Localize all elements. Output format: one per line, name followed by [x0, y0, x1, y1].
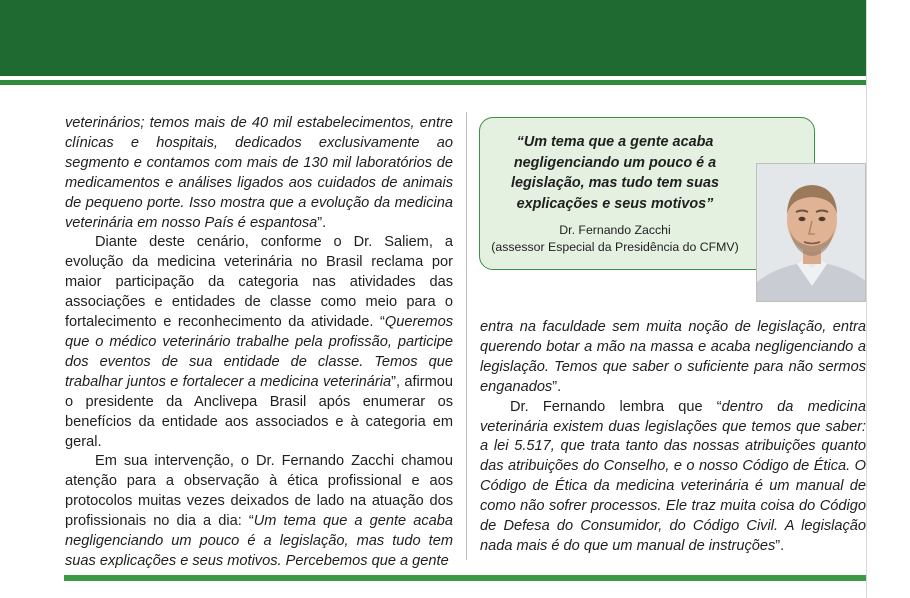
right-column [480, 318, 866, 557]
portrait-illustration [757, 164, 866, 302]
header-band [0, 0, 866, 76]
left-paragraph-2: Diante deste cenário, conforme o Dr. Saliem, a evolução da medicina veterinária no Brasil reclama por maior participação da categoria nas atividades das associações e entidades de classe como meio para o fortalecimento e reconhecimento da atividade. “Queremos que o médico veterinário trabalhe pela profissão, participe dos eventos de sua entidade de classe. Temos que trabalhar juntos e fortalecer a medicina veterinária”, afirmou o presidente da Anclivepa Brasil após enumerar os benefícios da entidade aos associados e à categoria em geral. [65, 234, 453, 450]
left-paragraph-1: veterinários; temos mais de 40 mil estabelecimentos, entre clínicas e hospitais, dedicados exclusivamente ao segmento e contamos com mais de 130 mil laboratórios de medicamentos e análises ligados aos cuidados de animais de pequeno porte. Isso mostra que a evolução da medicina veterinária em nosso País é espantosa”. [65, 115, 453, 231]
left-p3-quote: Um tema que a gente acaba negligenciando um pouco é a legislação, mas tudo tem suas explicações e seus motivos. Percebemos que a gente [65, 513, 453, 569]
left-paragraph-3: Em sua intervenção, o Dr. Fernando Zacchi chamou atenção para a observação à ética profissional e aos protocolos muitas vezes deixados de lado na atuação dos profissionais no dia a dia: “Um tema que a gente acaba negligenciando um pouco é a legislação, mas tudo tem suas explicações e seus motivos. Percebemos que a gente [65, 453, 453, 569]
left-p2-quote: Queremos que o médico veterinário trabalhe pela profissão, participe dos eventos de sua entidade de classe. Temos que trabalhar juntos e fortalecer a medicina veterinária [65, 314, 453, 390]
right-paragraph-1: entra na faculdade sem muita noção de legislação, entra querendo botar a mão na massa e acaba negligenciando a legislação. Temos que saber o suficiente para não sermos enganados”. [480, 319, 866, 395]
footer-rule [64, 575, 866, 581]
header-rule [0, 80, 866, 85]
quote-author-role: (assessor Especial da Presidência do CFMV) [491, 240, 739, 254]
left-p1-quote: veterinários; temos mais de 40 mil estabelecimentos, entre clínicas e hospitais, dedicados exclusivamente ao segmento e contamos com mais de 130 mil laboratórios de medicamentos e análises ligados aos cuidados de animais de pequeno porte. Isso mostra que a evolução da medicina veterinária em nosso País é espantosa [65, 115, 453, 231]
left-column [65, 114, 453, 572]
column-divider [466, 112, 467, 560]
pull-quote-text: “Um tema que a gente acaba negligenciando um pouco é a legislação, mas tudo tem suas explicações e seus motivos” [511, 134, 719, 212]
right-p1-quote: entra na faculdade sem muita noção de legislação, entra querendo botar a mão na massa e acaba negligenciando a legislação. Temos que saber o suficiente para não sermos enganados [480, 319, 866, 395]
right-p2-quote: dentro da medicina veterinária existem duas legislações que temos que saber: a lei 5.517, que trata tanto das nossas atribuições quanto das atribuições do Conselho, e o nosso Código de Ética. O Código de Ética da medicina veterinária é um manual de como não sofrer processos. Ele traz muita coisa do Código de Defesa do Consumidor, do Código Civil. A legislação nada mais é do que um manual de instruções [480, 398, 866, 554]
page-edge [866, 0, 910, 598]
person-portrait-photo [756, 163, 866, 302]
quote-author-name: Dr. Fernando Zacchi [559, 223, 671, 237]
right-paragraph-2: Dr. Fernando lembra que “dentro da medicina veterinária existem duas legislações que temos que saber: a lei 5.517, que trata tanto das nossas atribuições quanto das atribuições do Conselho, e o nosso Código de Ética. O Código de Ética da medicina veterinária é um manual de como não sofrer processos. Ele traz muita coisa do Código de Defesa do Consumidor, do Código Civil. A legislação nada mais é do que um manual de instruções”. [480, 398, 866, 554]
